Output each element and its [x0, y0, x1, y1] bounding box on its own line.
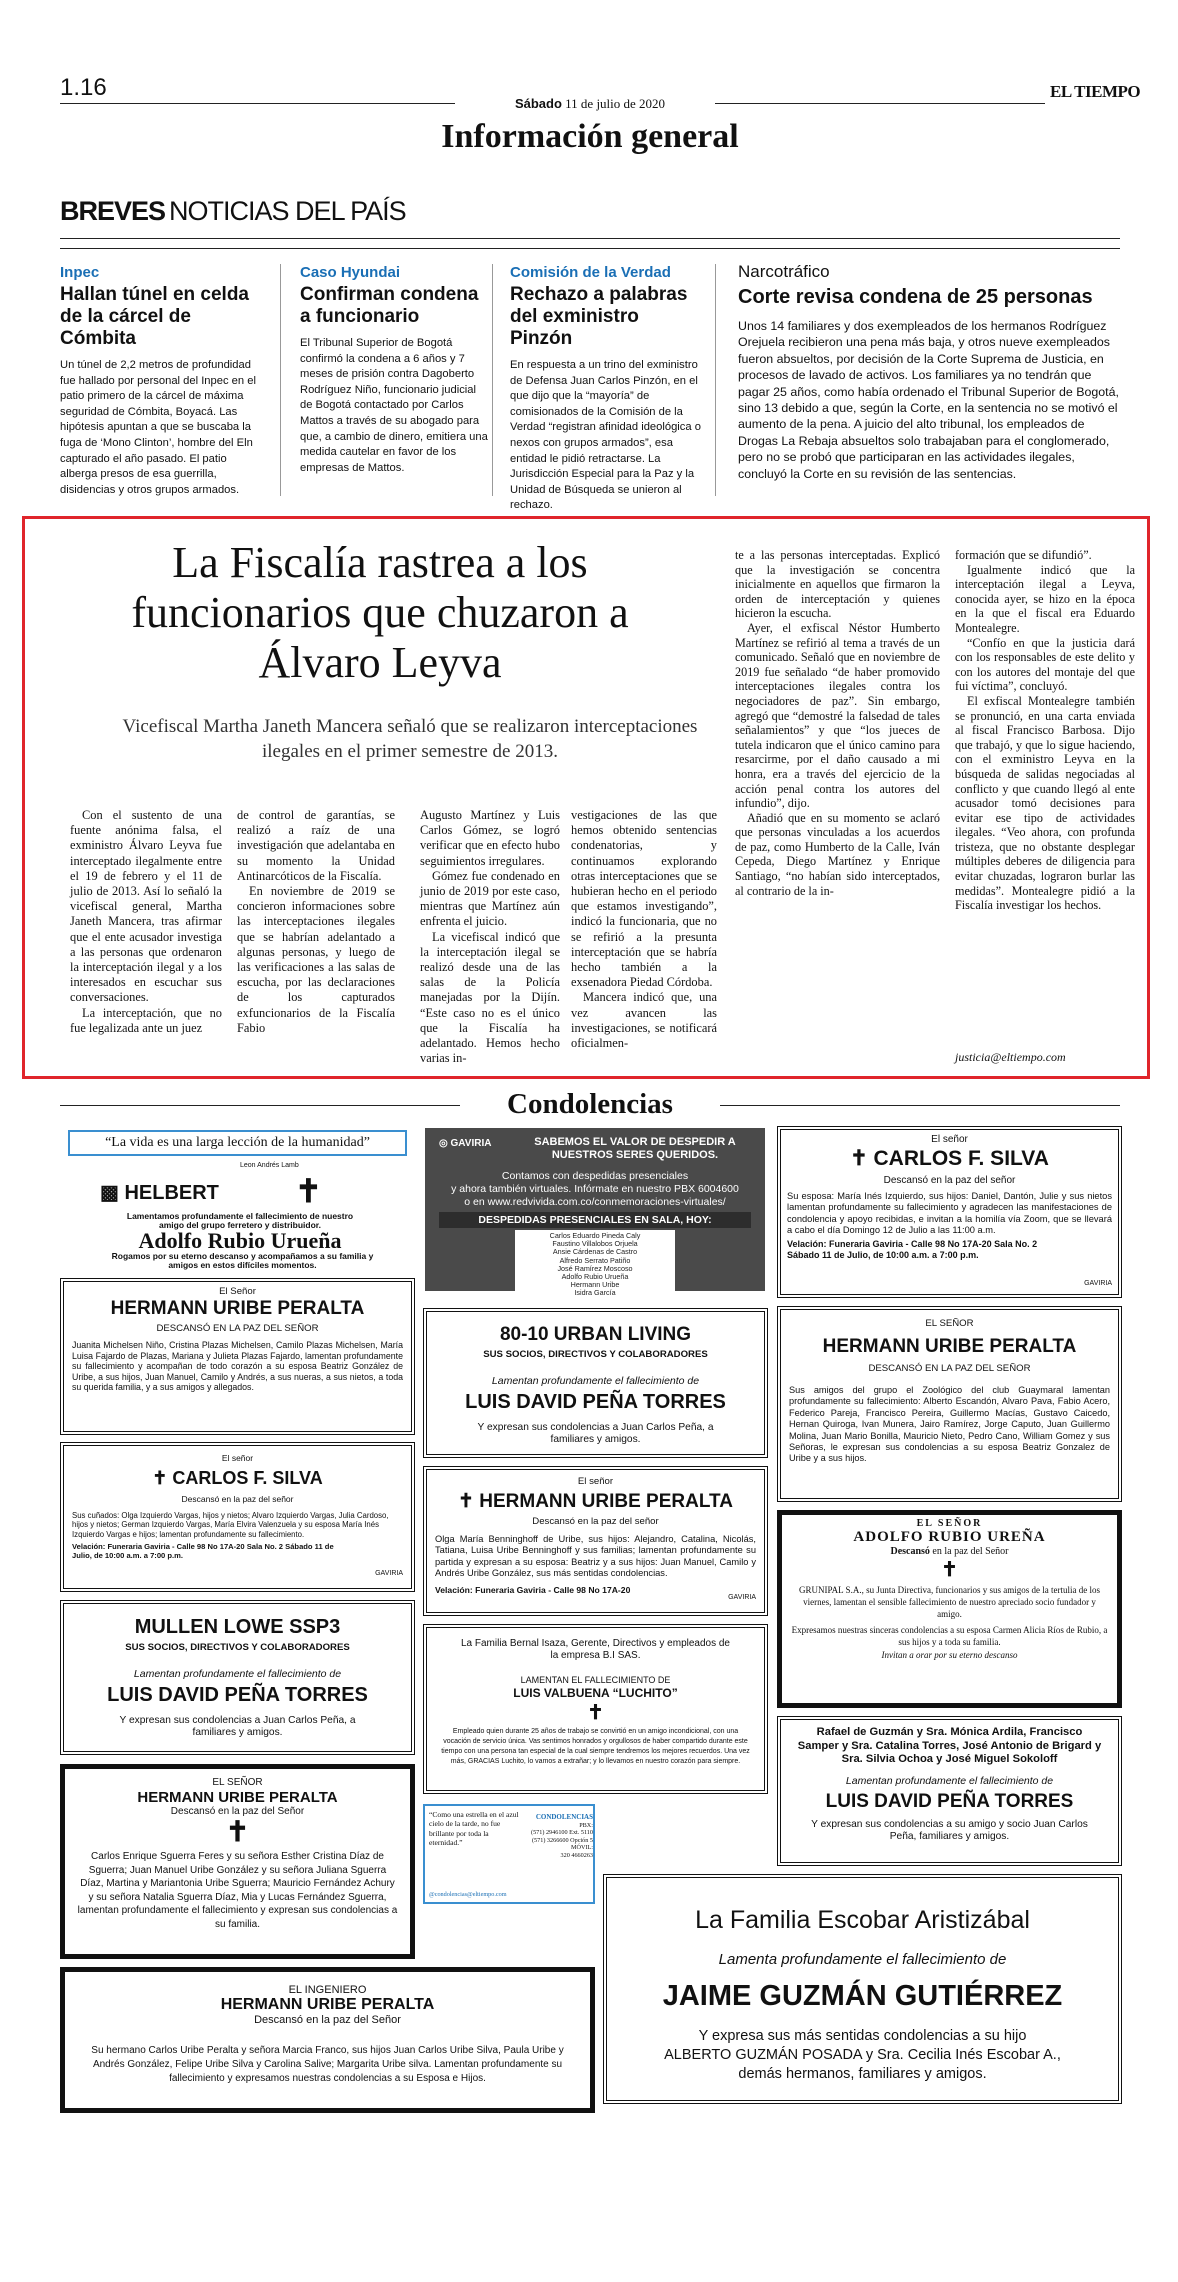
notice-hermann-sguerra	[60, 1764, 415, 1959]
cross-icon: ✝	[152, 1468, 168, 1488]
cross-icon: ✝	[587, 1702, 604, 1724]
condolencias-rule-right	[720, 1105, 1120, 1106]
brief-kicker: Inpec	[60, 264, 100, 281]
brief-body: Unos 14 familiares y dos exempleados de los hermanos Rodríguez Orejuela recibieron una pena más baja, y otros nueve exempleados fueron absueltos, por decisión de la Corte Suprema de Justicia, en procesos de lavado de activos. Los familiares ya no tendrán que pagar 25 años, como había ordenado el Tribunal Superior de Bogotá, sino 13 debido a que, según la Corte, en la sentencia no se motivó el aumento de la pena. A juicio del alto tribunal, los empleados de Drogas La Rebaja absueltos solo trabajaban para el conglomerado, pero no se probó que participaran en las actividades ilegales, concluyó la Corte en su revisión de las sentencias.	[738, 319, 1119, 481]
notice-name: LUIS DAVID PEÑA TORRES	[825, 1790, 1074, 1812]
brief-kicker: Narcotráfico	[738, 262, 830, 281]
ad-line: Contamos con despedidas presenciales y ahora también virtuales. Infórmate en nuestro PBX 6004600 o en www.redvivida.com.co/conmemoraciones-virtuales/	[451, 1170, 739, 1208]
notice-honor: El Señor	[219, 1286, 256, 1297]
brief-divider	[280, 264, 281, 496]
brief-body: En respuesta a un trino del exministro de Defensa Juan Carlos Pinzón, en el que dijo que la “mayoría” de comisionados de la Comisión de la Verdad “registran afinidad ideológica o nexos con grupos armados”, esa entidad le pidió retractarse. La Jurisdicción Especial para la Paz y la Unidad de Búsqueda se unieron al rechazo.	[510, 359, 701, 512]
cross-icon: ✝	[850, 1147, 868, 1170]
notice-footer: Y expresan sus condolencias a Juan Carlos Peña, a familiares y amigos.	[477, 1422, 714, 1445]
notice-sub: SUS SOCIOS, DIRECTIVOS Y COLABORADORES	[483, 1349, 708, 1360]
ad-headline: SABEMOS EL VALOR DE DESPEDIR A NUESTROS SERES QUERIDOS.	[534, 1136, 736, 1161]
notice-rest: Descansó en la paz del Señor	[890, 1546, 1009, 1557]
notice-footer: Y expresan sus condolencias a Juan Carlos Peña, a familiares y amigos.	[119, 1715, 356, 1738]
condolencias-rule-left	[60, 1105, 460, 1106]
notice-quote: “La vida es una larga lección de la humanidad”	[68, 1130, 407, 1156]
notice-expression: Expresamos nuestras sinceras condolencias a su esposa Carmen Alicia Ríos de Rubio, a sus hijos y a toda su familia.	[791, 1625, 1108, 1647]
notice-intro: La Familia Bernal Isaza, Gerente, Directivos y empleados de la empresa B.I SAS.	[460, 1638, 730, 1661]
notice-body: Carlos Enrique Sguerra Feres y su señora Esther Cristina Díaz de Sguerra; Juan Manuel Uribe González y su señora Juliana Sguerra Díaz, Martina y Mariantonia Uribe Sguerra; Mauricio Fernández Achury y su señora Natalia Sguerra Díaz, Mia y Lucas Fernández Sguerra, lamentan profundamente el fallecimiento y expresan sus condolencias a su familia.	[77, 1851, 398, 1930]
notice-footer: Y expresan sus condolencias a su amigo y socio Juan Carlos Peña, familiares y amigos.	[811, 1818, 1088, 1842]
notice-invite: Invitan a orar por su eterno descanso	[881, 1650, 1018, 1660]
notice-honor: EL SEÑOR	[916, 1518, 983, 1529]
cross-icon: ✝	[225, 1817, 250, 1848]
notice-rest: Descansó en la paz del señor	[181, 1494, 294, 1504]
notice-footer: Y expresa sus más sentidas condolencias a su hijo ALBERTO GUZMÁN POSADA y Sra. Cecilia Inés Escobar A., demás hermanos, familiares y amigos.	[664, 2028, 1061, 2082]
notice-honor: EL SEÑOR	[212, 1777, 263, 1788]
notice-body: Olga María Benninghoff de Uribe, sus hijos: Alejandro, Catalina, Nicolás, Tatiana, Luisa Uribe Benninghoff y sus familias; lamentan profundamente su partida y expresan a su esposa: Beatriz y a sus hijos: Juan Manuel, Camilo y Andrés Uribe González, sus más sentidas condolencias.	[435, 1534, 756, 1579]
brief-inpec	[60, 264, 260, 498]
notice-honor: EL SEÑOR	[925, 1318, 974, 1329]
article-col-6: formación que se difundió”. Igualmente indicó que la interceptación ilegal a Leyva, conocida ayer, se hizo en la época en la que el fiscal era Eduardo Montealegre. “Confío en que la justicia dará con los responsables de este delito y con los autores del montaje del que fui víctima”, concluyó. El exfiscal Montealegre también se pronunció, en una carta enviada al fiscal Francisco Barbosa. Dijo que trabajó, y que lo sigue haciendo, con el exministro Leyva en la búsqueda de salidas negociadas al conflicto y que cuando llegó al ente acusador tomó decisiones para evitar ese tipo de actividades ilegales. “Veo ahora, con profunda tristeza, que no obstante desplegar múltiples deberes de diligencia para evitar chuzadas, lograron burlar las medidas”. Montealegre pidió a la Fiscalía investigar los hechos.	[955, 548, 1135, 913]
section-title: Información general	[441, 118, 739, 155]
cross-icon: ✝	[458, 1491, 474, 1512]
notice-name: HERMANN URIBE PERALTA	[137, 1789, 338, 1806]
article-col-5: te a las personas interceptadas. Explicó que la investigación se concentra inicialmente en aquellos que firmaron la orden de interceptación y quienes hicieron la escucha. Ayer, el exfiscal Néstor Humberto Martínez se refirió al tema a través de un comunicado. Señaló que en noviembre de 2019 fue señalado “de haber promovido interceptaciones ilegales contra los negociadores de paz”. Sin embargo, agregó que “demostré la falsedad de tales señalamientos” y que “los jueces de tutela indicaron que el único camino para resarcirme, por el daño causado a mi honra, era a través del ejercicio de la acción penal contra los autores del infundio”, dijo. Añadió que en su momento se aclaró que personas vinculadas a los acuerdos de paz, como Humberto de la Calle, Iván Cepeda, Diego Martínez y Enrique Santiago, “no habían sido interceptados, al contrario de la in-	[735, 548, 940, 898]
notice-body: Sus cuñados: Olga Izquierdo Vargas, hijos y nietos; Alvaro Izquierdo Vargas, Julia Cardoso, hijos y nietos; German Izquierdo Vargas, María Elvira Valenzuela y su esposa María Inés Izquierdo Vargas e hijos; lamentan profundamente su fallecimiento.	[72, 1511, 389, 1539]
notice-lament: Lamentan profundamente el fallecimiento de	[491, 1375, 700, 1387]
brief-title: Rechazo a palabras del exministro Pinzón	[510, 284, 688, 349]
notice-rest: Descansó en la paz del señor	[883, 1175, 1016, 1186]
notice-body: Su esposa: María Inés Izquierdo, sus hijos: Daniel, Dantón, Julie y sus nietos lamentan profundamente su fallecimiento y agradecen las manifestaciones de condolencia y apoyo recibidas, e invitan a la homilía vía Zoom, que se llevará a cabo el día Domingo 12 de Julio a las 11:00 a.m.	[787, 1191, 1112, 1236]
notice-condolencias-contact	[423, 1804, 595, 1904]
brief-kicker: Caso Hyundai	[300, 264, 401, 281]
gaviria-logo: ◎ GAVIRIA	[439, 1138, 492, 1149]
notice-valbuena	[423, 1624, 768, 1794]
brief-title: Confirman condena a funcionario	[300, 284, 479, 327]
header-rule-right	[715, 103, 1045, 104]
notice-name: LUIS DAVID PEÑA TORRES	[465, 1391, 726, 1413]
brief-comision	[510, 264, 705, 514]
notice-body: Sus amigos del grupo el Zoológico del club Guaymaral lamentan profundamente su fallecimiento: Alberto Escandón, Alvaro Pava, Fabio Acero, Federico Pareja, Francisco Pereira, Guillermo Macías, Gustavo Caicedo, Hernan Quiroga, Ivan Munera, Jairo Ramírez, Jorge Caputo, Juan Guillermo Molina, Juan Mario Bonilla, Mauricio Nieto, Pedro Cano, William Gomez y sus Señoras, le expresan sus condolencias a su esposa Beatriz Gonzalez de Uribe y a sus hijos.	[789, 1385, 1110, 1464]
notice-lament: LAMENTAN EL FALLECIMIENTO DE	[520, 1675, 671, 1685]
brief-divider	[715, 264, 716, 496]
article-col-3: Augusto Martínez y Luis Carlos Gómez, se logró verificar que en efecto hubo seguimientos irregulares. Gómez fue condenado en junio de 2019 por este caso, mientras que Martínez aún enfrenta el juicio. La vicefiscal indicó que la interceptación ilegal se realizó desde una de las salas de la Policía manejadas por la Dijín. “Este caso no es el único que la Fiscalía ha adelantado. Hemos hecho varias in-	[420, 808, 560, 1066]
notice-hermann-benninghoff	[423, 1466, 768, 1616]
notice-name: LUIS DAVID PEÑA TORRES	[107, 1684, 368, 1706]
notice-name: LUIS VALBUENA “LUCHITO”	[513, 1686, 678, 1700]
contact-info: CONDOLENCIAS PBX: (571) 2946100 Ext. 5110 (571) 3266600 Opción 5 MÓVIL: 320 4660263	[531, 1813, 593, 1859]
brief-hyundai	[300, 264, 490, 476]
article-col-1: Con el sustento de una fuente anónima falsa, el exministro Álvaro Leyva fue interceptado ilegalmente entre el 19 de febrero y el 11 de julio de 2013. Así lo señaló la vicefiscal general, Martha Janeth Mancera, tras afirmar que el ente acusador investiga a las personas que ordenaron la interceptación ilegal y a los interesados en escuchar sus conversaciones. La interceptación, que no fue legalizada ante un juez	[70, 808, 222, 1035]
newspaper-logo: EL TIEMPO	[1050, 82, 1141, 101]
notice-helbert	[60, 1128, 415, 1270]
cross-icon: ✝	[295, 1173, 322, 1209]
notice-silva-top	[777, 1126, 1122, 1298]
notice-mullen-lowe	[60, 1600, 415, 1755]
notice-velacion: Velación: Funeraria Gaviria - Calle 98 No 17A-20 Sala No. 2 Sábado 11 de Julio, de 10:00 a.m. a 7:00 p.m.	[787, 1238, 1038, 1260]
notice-silva-small	[60, 1442, 415, 1592]
notice-velacion: Velación: Funeraria Gaviria - Calle 98 No 17A-20	[435, 1584, 631, 1595]
article-col-2: de control de garantías, se realizó a raíz de una investigación que adelantaba en su momento la Unidad Antinarcóticos de la Fiscalía. En noviembre de 2019 se concieron informaciones sobre las interceptaciones ilegales que se habrían adelantado a algunas personas, y luego de las verificaciones a las salas de escucha, por las declaraciones de los capturados exfuncionarios de la Fiscalía Fabio	[237, 808, 395, 1035]
notice-rest: Descansó en la paz del señor	[532, 1516, 659, 1527]
ad-bar: DESPEDIDAS PRESENCIALES EN SALA, HOY:	[439, 1212, 751, 1228]
notice-hermann-michelsen	[60, 1278, 415, 1435]
notice-hermann-guaymaral	[777, 1306, 1122, 1502]
notice-lament: Lamentan profundamente el fallecimiento de	[133, 1668, 342, 1680]
notice-lament: Lamentan profundamente el fallecimiento de	[845, 1774, 1054, 1787]
article-deck: Vicefiscal Martha Janeth Mancera señaló que se realizaron interceptaciones ilegales en el primer semestre de 2013.	[122, 716, 698, 762]
notice-urban-living	[423, 1308, 768, 1458]
notice-name: HERMANN URIBE PERALTA	[110, 1298, 365, 1319]
notice-name: HERMANN URIBE PERALTA	[822, 1336, 1077, 1357]
notice-adolfo-rubio	[777, 1510, 1122, 1708]
notice-name: ✝ CARLOS F. SILVA	[850, 1147, 1049, 1170]
article-email[interactable]: justicia@eltiempo.com	[955, 1050, 1066, 1064]
notice-honor: El señor	[931, 1134, 968, 1145]
notice-name: ✝ HERMANN URIBE PERALTA	[458, 1491, 733, 1512]
notice-line: Lamentamos profundamente el fallecimiento de nuestro amigo del grupo ferretero y distribuidor.	[126, 1211, 354, 1230]
notice-company: 80-10 URBAN LIVING	[499, 1324, 692, 1345]
notice-name: JAIME GUZMÁN GUTIÉRREZ	[662, 1980, 1063, 2012]
notice-name: HERMANN URIBE PERALTA	[220, 1996, 435, 2013]
brief-narcotrafico	[738, 262, 1123, 482]
notice-family: La Familia Escobar Aristizábal	[695, 1906, 1030, 1934]
header-rule-left	[60, 103, 455, 104]
notice-quote: “Como una estrella en el azul cielo de la tarde, no fue brillante por toda la eternidad.”	[429, 1810, 519, 1848]
notice-honor: EL INGENIERO	[288, 1984, 367, 1996]
notice-company: MULLEN LOWE SSP3	[134, 1616, 341, 1638]
ad-names: Carlos Eduardo Pineda Caly Faustino Villalobos Orjuela Ansie Cárdenas de Castro Alfredo Serrato Patiño José Ramírez Moscoso Adolfo Rubio Urueña Hermann Uribe Isidra García	[515, 1230, 675, 1300]
brief-kicker: Comisión de la Verdad	[510, 264, 671, 281]
notice-body: Empleado quien durante 25 años de trabajo se convirtió en un amigo incondicional, con una vocación de servicio única. Vas sentimos honrados y orgullosos de haber compartido durante este tiempo con una persona tan especial de la cual siempre tendremos los mejores recuerdos. Una vez más, GRACIAS Luchito, lo vamos a extrañar; y lo llevamos en nuestro corazón para siempre.	[441, 1728, 750, 1765]
breves-label: BREVES NOTICIAS DEL PAÍS	[60, 196, 406, 226]
gaviria-mark: GAVIRIA	[1084, 1280, 1112, 1287]
notice-quote-author: Leon Andrés Lamb	[240, 1162, 299, 1169]
breves-rule-top	[60, 238, 1120, 239]
notice-velacion: Velación: Funeraria Gaviria - Calle 98 No 17A-20 Sala No. 2 Sábado 11 de Julio, de 10:00 a.m. a 7:00 p.m.	[72, 1542, 334, 1561]
brief-body: El Tribunal Superior de Bogotá confirmó la condena a 6 años y 7 meses de prisión contra Dagoberto Rodríguez Niño, funcionario judicial de Bogotá contactado por Carlos Mattos a través de su abogado para que, a cambio de dinero, emitiera una medida cautelar en favor de los empresas de Mattos.	[300, 337, 488, 474]
notice-escobar-guzman	[603, 1874, 1122, 2104]
page-date: Sábado 11 de julio de 2020	[514, 96, 666, 111]
notice-name: ✝ CARLOS F. SILVA	[152, 1468, 323, 1488]
notice-rest: DESCANSÓ EN LA PAZ DEL SEÑOR	[868, 1363, 1031, 1374]
cross-icon: ✝	[941, 1559, 958, 1581]
gaviria-mark: GAVIRIA	[375, 1570, 403, 1577]
notice-names: Rafael de Guzmán y Sra. Mónica Ardila, Francisco Samper y Sra. Catalina Torres, José Antonio de Brigard y Sra. Silvia Ochoa y José Miguel Sokoloff	[797, 1726, 1102, 1766]
notice-body: Su hermano Carlos Uribe Peralta y señora Marcia Franco, sus hijos Juan Carlos Uribe Silva, Paula Uribe y Andrés González, Felipe Uribe Silva y Carolina Salive; Margarita Uribe silva. Lamentan profundamente su fallecimiento y expresamos nuestras condolencias a su Esposa e Hijos.	[91, 2045, 564, 2084]
gaviria-mark: GAVIRIA	[728, 1594, 756, 1601]
notice-rest: Descansó en la paz del Señor	[170, 1806, 305, 1817]
contact-email[interactable]: @condolencias@eltiempo.com	[429, 1891, 507, 1898]
brief-title: Hallan túnel en celda de la cárcel de Cómbita	[60, 284, 249, 349]
brief-divider	[492, 264, 493, 496]
notice-name: Adolfo Rubio Urueña	[138, 1228, 342, 1253]
condolencias-title: Condolencias	[507, 1088, 673, 1120]
notice-rest: Descansó en la paz del Señor	[254, 2014, 401, 2026]
breves-rule-bottom	[60, 248, 1120, 249]
notice-rest: DESCANSÓ EN LA PAZ DEL SEÑOR	[156, 1323, 319, 1334]
notice-honor: El señor	[221, 1453, 254, 1463]
notice-honor: El señor	[577, 1476, 614, 1487]
article-headline: La Fiscalía rastrea a los funcionarios que chuzaron a Álvaro Leyva	[131, 538, 629, 687]
page-number: 1.16	[60, 74, 107, 101]
helbert-logo: ▩ HELBERT	[100, 1182, 219, 1204]
notice-sub: SUS SOCIOS, DIRECTIVOS Y COLABORADORES	[125, 1642, 350, 1653]
notice-lament: Lamenta profundamente el fallecimiento de	[718, 1951, 1007, 1968]
notice-name: ADOLFO RUBIO UREÑA	[853, 1529, 1046, 1545]
article-col-4: vestigaciones de las que hemos obtenido sentencias condenatorias, y continuamos explorando otras interceptaciones que se hubieran hecho en el periodo que estamos investigando”, indicó la funcionaria, que no se refirió a la presunta interceptación que se habría hecho también a la exsenadora Piedad Córdoba. Mancera indicó que, una vez avancen las investigaciones, se notificará oficialmen-	[571, 808, 717, 1051]
brief-title: Corte revisa condena de 25 personas	[738, 286, 1093, 308]
brief-body: Un túnel de 2,2 metros de profundidad fue hallado por personal del Inpec en el patio primero de la cárcel de máxima seguridad de Cómbita, Boyacá. Las hipótesis apuntan a que se buscaba la fuga de ‘Mono Clinton’, hombre del Eln capturado el año pasado. El patio alberga presos de esa guerrilla, disidencias y otros grupos armados.	[60, 359, 256, 496]
gaviria-ad	[425, 1128, 765, 1298]
notice-footer: Rogamos por su eterno descanso y acompañamos a su familia y amigos en estos difíciles momentos.	[111, 1251, 374, 1270]
notice-body: GRUNIPAL S.A., su Junta Directiva, funcionarios y sus amigos de la tertulia de los viernes, lamentan el sensible fallecimiento de nuestro apreciado socio fundador y amigo.	[798, 1585, 1101, 1619]
notice-hermann-ingeniero	[60, 1967, 595, 2113]
notice-pena-guzman	[777, 1716, 1122, 1866]
notice-body: Juanita Michelsen Niño, Cristina Plazas Michelsen, Camilo Plazas Michelsen, María Luisa Fajardo de Plazas, Mariana y Julieta Plazas Fajardo, lamentan profundamente su fallecimiento y acompañan de todo corazón a su esposa Beatriz González de Uribe, a sus hijos, Juan Manuel, Camilo y Andrés, a sus nueras, a sus nietos, a toda su querida familia, y a sus amigos y allegados.	[72, 1340, 403, 1393]
